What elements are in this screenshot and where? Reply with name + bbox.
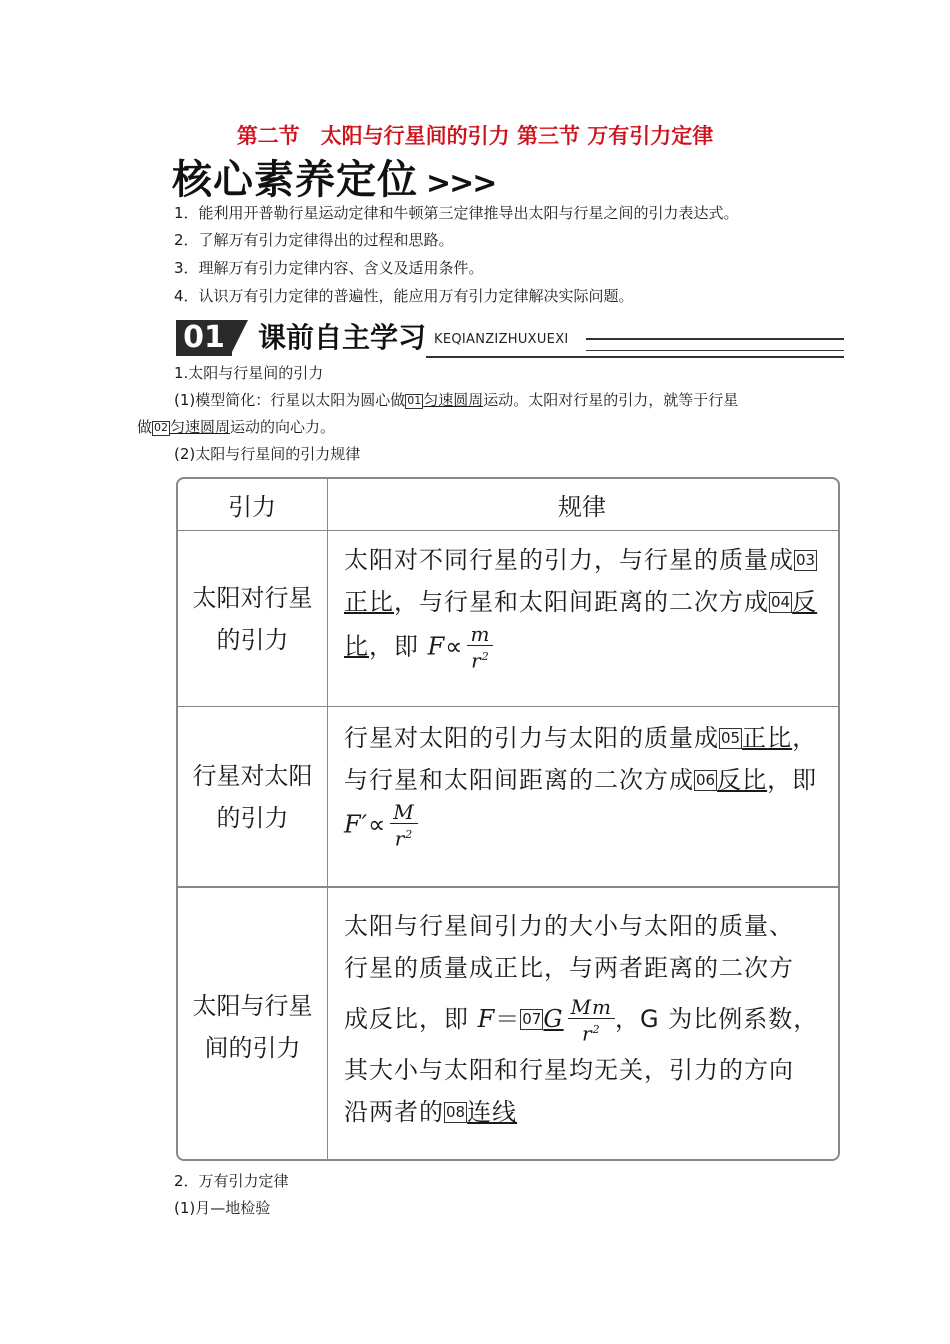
blank-04: 04 [771, 593, 791, 611]
row2-rule: 行星对太阳的引力与太阳的质量成 05正比，与行星和太阳间距离的二次方成 06反比，即 F′∝ $\frac{M}{r^2}$ [344, 724, 818, 851]
answer-06: 反 [717, 766, 743, 794]
blank-02: 02 [154, 421, 169, 434]
objective-3: 3．理解万有引力定律内容、含义及适用条件。 [174, 259, 484, 277]
fraction-M-r2: $\frac{M}{r^2}$ [390, 801, 417, 850]
answer-01: 匀速圆周 [423, 391, 484, 409]
core-literacy-heading [172, 148, 496, 203]
section-number-tab [230, 320, 248, 356]
section-banner [176, 320, 844, 360]
table-header-force: 引力 [228, 493, 276, 521]
blank-05: 05 [721, 729, 741, 747]
section-subtitle: KEQIANZIZHUXUEXI [434, 332, 569, 347]
row3-label: 太阳与行星 间的引力 [192, 992, 313, 1062]
table-header-rule: 规律 [558, 493, 606, 521]
blank-08: 08 [446, 1103, 466, 1121]
answer-08: 连线 [467, 1098, 518, 1126]
blank-03: 03 [796, 551, 816, 569]
s2-heading: 2．万有引力定律 [174, 1172, 289, 1190]
objective-4: 4．认识万有引力定律的普遍性，能应用万有引力定律解决实际问题。 [174, 287, 634, 305]
blank-06: 06 [696, 771, 716, 789]
row3-rule: 太阳与行星间引力的大小与太阳的质量、 行星的质量成正比，与两者距离的二次方 成反比，即 F＝ 07G $\frac{Mm}{r^2}$ ，G 为比例系数， 其大小与太阳和行星均无关，引力的方向 沿两者的 08连线 [344, 912, 819, 1126]
objective-1: 1．能利用开普勒行星运动定律和牛顿第三定律推导出太阳与行星之间的引力表达式。 [174, 204, 739, 222]
section-number: 01 [176, 320, 232, 356]
answer-02: 匀速圆周 [170, 418, 231, 436]
s1-heading: 1.太阳与行星间的引力 [174, 364, 324, 382]
arrows-icon: >>> [426, 166, 496, 201]
page-title: 第二节 太阳与行星间的引力 第三节 万有引力定律 [236, 124, 714, 148]
fraction-Mm-r2: $\frac{Mm}{r^2}$ [568, 996, 615, 1045]
gravity-table [176, 477, 840, 1161]
s2-subheading: (1)月—地检验 [174, 1199, 271, 1217]
row2-label: 行星对太阳 的引力 [192, 762, 313, 832]
answer-04: 反比 [344, 588, 818, 661]
s1-paragraph-2: (2)太阳与行星间的引力规律 [174, 445, 361, 463]
answer-07: 07G $\frac{Mm}{r^2}$ [520, 1005, 615, 1033]
blank-01: 01 [407, 394, 422, 407]
s1-paragraph-1: (1)模型简化：行星以太阳为圆心做 01 匀速圆周运动。太阳对行星的引力，就等于行星 [174, 391, 739, 409]
objective-2: 2．了解万有引力定律得出的过程和思路。 [174, 231, 454, 249]
table-col-divider [327, 479, 328, 1159]
section-underline [426, 356, 844, 358]
fraction-m-r2: $\frac{m}{r^2}$ [467, 623, 493, 672]
section-rule [586, 338, 844, 351]
answer-05: 正 [742, 724, 768, 752]
blank-07: 07 [522, 1010, 542, 1028]
answer-03: 正比 [344, 588, 394, 616]
s1-paragraph-1-cont: 做 02 匀速圆周运动的向心力。 [137, 418, 336, 436]
core-heading-text: 核心素养定位 [172, 157, 418, 203]
row1-label: 太阳对行星 的引力 [192, 584, 313, 654]
row1-rule: 太阳对不同行星的引力，与行星的质量成 03正比，与行星和太阳间距离的二次方成 04反比，即 F∝ $\frac{m}{r^2}$ [344, 546, 818, 673]
section-title: 课前自主学习 [258, 321, 427, 354]
